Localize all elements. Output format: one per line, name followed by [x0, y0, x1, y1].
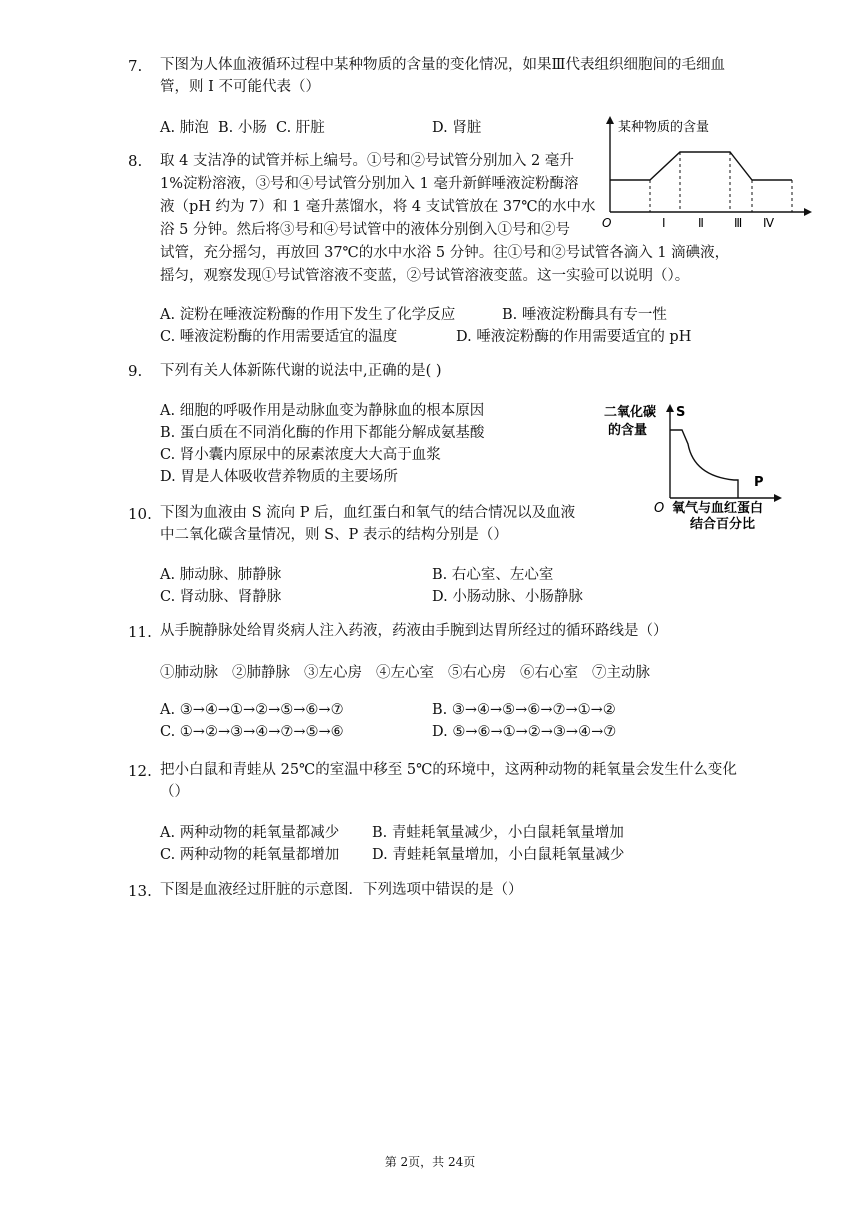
- question-text: （）: [160, 784, 189, 800]
- route-item: ②肺静脉: [232, 665, 290, 681]
- x-tick-label: Ⅱ: [698, 216, 704, 230]
- question-text: 1%淀粉溶液，③号和④号试管分别加入 1 毫升新鲜唾液淀粉酶溶: [160, 176, 579, 192]
- question-text: 下图为血液由 S 流向 P 后，血红蛋白和氧气的结合情况以及血液: [160, 505, 576, 521]
- question-number: 8.: [128, 152, 143, 170]
- option-b: B. ③→④→⑤→⑥→⑦→①→②: [432, 702, 616, 718]
- question-text: 下图是血液经过肝脏的示意图．下列选项中错误的是（）: [160, 882, 523, 898]
- y-axis-label: 某种物质的含量: [618, 120, 710, 135]
- option-b: B. 青蛙耗氧量减少，小白鼠耗氧量增加: [372, 825, 624, 841]
- route-item: ④左心室: [376, 665, 434, 681]
- option-c: C. 肾小囊内原尿中的尿素浓度大大高于血浆: [160, 447, 441, 463]
- y-axis-label: 的含量: [608, 423, 648, 438]
- option-d: D. ⑤→⑥→①→②→③→④→⑦: [432, 724, 617, 740]
- question-text: 下列有关人体新陈代谢的说法中,正确的是( ): [160, 363, 442, 379]
- route-item: ③左心房: [304, 665, 362, 681]
- option-d: D. 肾脏: [432, 120, 482, 136]
- option-a: A. 细胞的呼吸作用是动脉血变为静脉血的根本原因: [160, 403, 485, 419]
- option-a: A. 淀粉在唾液淀粉酶的作用下发生了化学反应: [160, 307, 456, 323]
- x-tick-label: I: [662, 216, 666, 230]
- question-number: 12.: [128, 762, 152, 780]
- option-a: A. 两种动物的耗氧量都减少: [160, 825, 340, 841]
- question-number: 10.: [128, 505, 152, 523]
- question-number: 7.: [128, 57, 143, 75]
- option-a: A. 肺动脉、肺静脉: [160, 567, 282, 583]
- option-c: C. 两种动物的耗氧量都增加: [160, 847, 340, 863]
- question-number: 11.: [128, 623, 152, 641]
- option-c: C. ①→②→③→④→⑦→⑤→⑥: [160, 724, 344, 740]
- option-b: B. 蛋白质在不同消化酶的作用下都能分解成氨基酸: [160, 425, 485, 441]
- page-footer: 第 2页，共 24页: [384, 1155, 476, 1169]
- option-c: C. 唾液淀粉酶的作用需要适宜的温度: [160, 329, 398, 345]
- question-text: 取 4 支洁净的试管并标上编号。①号和②号试管分别加入 2 毫升: [160, 153, 574, 169]
- y-axis-label: 二氧化碳: [604, 405, 657, 420]
- route-item: ⑥右心室: [520, 665, 578, 681]
- question-text: 试管，充分摇匀，再放回 37℃的水中水浴 5 分钟。往①号和②号试管各滴入 1 滴碘液，: [160, 245, 730, 261]
- option-c: C. 肝脏: [276, 120, 325, 136]
- question-text: 液（pH 约为 7）和 1 毫升蒸馏水，将 4 支试管放在 37℃的水中水: [160, 199, 596, 215]
- option-b: B. 唾液淀粉酶具有专一性: [502, 307, 667, 323]
- question-text: 从手腕静脉处给胃炎病人注入药液，药液由手腕到达胃所经过的循环路线是（）: [160, 623, 668, 639]
- option-d: D. 胃是人体吸收营养物质的主要场所: [160, 469, 398, 485]
- x-axis-label: 结合百分比: [690, 517, 756, 532]
- question-text: 下图为人体血液循环过程中某种物质的含量的变化情况，如果Ⅲ代表组织细胞间的毛细血: [160, 57, 725, 73]
- route-item: ①肺动脉: [160, 665, 218, 681]
- question-text: 摇匀，观察发现①号试管溶液不变蓝，②号试管溶液变蓝。这一实验可以说明（）。: [160, 268, 690, 284]
- option-d: D. 唾液淀粉酶的作用需要适宜的 pH: [456, 329, 692, 345]
- origin-label: O: [602, 216, 612, 230]
- question-text: 浴 5 分钟。然后将③号和④号试管中的液体分别倒入①号和②号: [160, 222, 570, 238]
- origin-label: O: [654, 501, 665, 516]
- option-c: C. 肾动脉、肾静脉: [160, 589, 282, 605]
- x-tick-label: Ⅳ: [763, 216, 775, 230]
- option-a: A. 肺泡: [160, 120, 209, 136]
- substance-content-graph: [600, 114, 815, 232]
- s-label: S: [676, 405, 686, 420]
- question-text: 中二氧化碳含量情况，则 S、P 表示的结构分别是（）: [160, 527, 508, 543]
- question-text: 把小白鼠和青蛙从 25℃的室温中移至 5℃的环境中，这两种动物的耗氧量会发生什么变化: [160, 762, 737, 778]
- question-number: 13.: [128, 882, 152, 900]
- question-text: 管，则 I 不可能代表（）: [160, 79, 320, 95]
- option-d: D. 小肠动脉、小肠静脉: [432, 589, 583, 605]
- option-b: B. 右心室、左心室: [432, 567, 554, 583]
- option-b: B. 小肠: [218, 120, 267, 136]
- p-label: P: [754, 475, 764, 490]
- x-axis-label: 氧气与血红蛋白: [672, 501, 764, 516]
- option-a: A. ③→④→①→②→⑤→⑥→⑦: [160, 702, 344, 718]
- option-d: D. 青蛙耗氧量增加，小白鼠耗氧量减少: [372, 847, 625, 863]
- question-number: 9.: [128, 362, 143, 380]
- x-tick-label: Ⅲ: [734, 216, 743, 230]
- route-item: ⑦主动脉: [592, 665, 650, 681]
- co2-oxygen-graph: [598, 400, 788, 535]
- route-item: ⑤右心房: [448, 665, 506, 681]
